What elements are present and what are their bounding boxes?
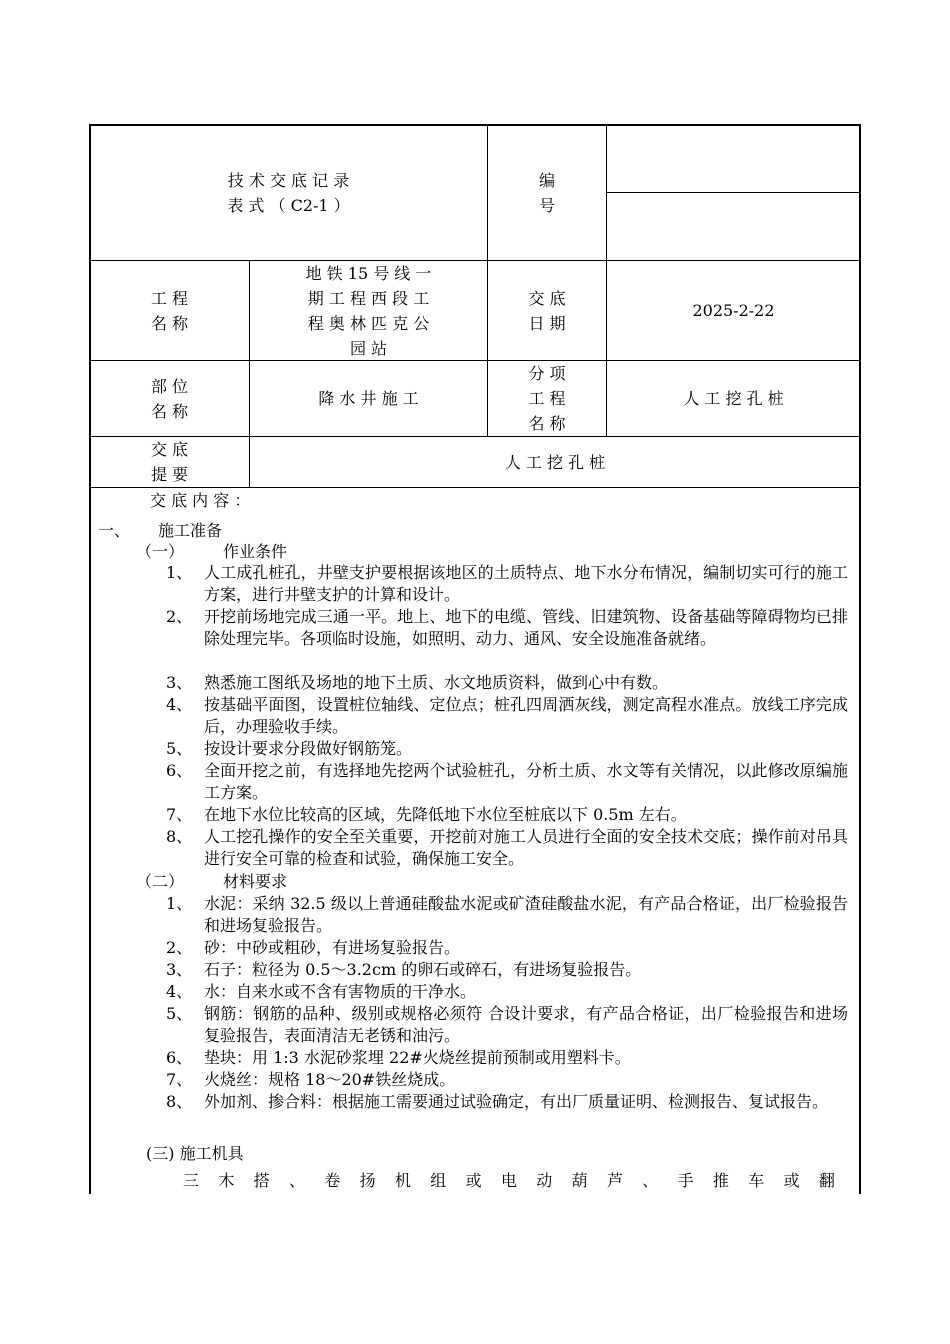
list-item: 7、 火烧丝：规格 18～20#铁丝烧成。 bbox=[166, 1070, 456, 1089]
sub-project-label: 分 项 工 程 名 称 bbox=[528, 364, 566, 433]
sub-3-char: 车 bbox=[748, 1171, 765, 1190]
sub-3-char: 芦 bbox=[606, 1171, 623, 1190]
summary-value: 人 工 挖 孔 桩 bbox=[504, 452, 606, 472]
sub-3-title: (三) 施工机具 bbox=[146, 1144, 244, 1163]
header-title-block bbox=[90, 125, 487, 260]
sub-3-char: 卷 bbox=[324, 1171, 341, 1190]
sub-1-title: 作业条件 bbox=[223, 542, 288, 561]
list-item: 7、 在地下水位比较高的区域，先降低地下水位至桩底以下 0.5m 左右。 bbox=[166, 805, 687, 824]
sub-3-text bbox=[183, 1170, 835, 1192]
form-number: 表 式 （ C2-1 ） bbox=[227, 195, 350, 215]
section-1-number: 一、 bbox=[98, 521, 131, 540]
list-item: 8、 外加剂、掺合料：根据施工需要通过试验确定，有出厂质量证明、检测报告、复试报告。 bbox=[166, 1092, 829, 1111]
content-heading: 交 底 内 容 ： bbox=[150, 491, 251, 510]
sub-3-char: 翻 bbox=[818, 1171, 835, 1190]
list-item: 2、 开挖前场地完成三通一平。地上、地下的电缆、管线、旧建筑物、设备基础等障碍物均已排除处理完毕。各项临时设施，如照明、动力、通风、安全设施准备就绪。 bbox=[166, 607, 848, 648]
part-name-label: 部 位 名 称 bbox=[150, 376, 189, 421]
row-divider bbox=[90, 487, 860, 488]
sub-3-char: 、 bbox=[642, 1171, 659, 1190]
list-item: 1、 人工成孔桩孔，井壁支护要根据该地区的土质特点、地下水分布情况，编制切实可行的施工方案，进行井壁支护的计算和设计。 bbox=[166, 563, 848, 604]
list-item: 3、 石子：粒径为 0.5～3.2cm 的卵石或碎石，有进场复验报告。 bbox=[166, 960, 642, 979]
sub-3-char: 或 bbox=[783, 1171, 800, 1190]
sub-3-char: 动 bbox=[536, 1171, 553, 1190]
sub-3-char: 葫 bbox=[571, 1171, 588, 1190]
summary-label: 交 底 提 要 bbox=[150, 440, 189, 484]
sub-3-char: 扬 bbox=[359, 1171, 376, 1190]
sub-3-char: 三 bbox=[183, 1171, 200, 1190]
list-item: 6、 全面开挖之前，有选择地先挖两个试验桩孔，分析土质、水文等有关情况，以此修改原编施工方案。 bbox=[166, 761, 848, 802]
date-value: 2025-2-22 bbox=[692, 301, 775, 320]
list-item: 3、 熟悉施工图纸及场地的地下土质、水文地质资料，做到心中有数。 bbox=[166, 673, 669, 692]
record-title: 技 术 交 底 记 录 bbox=[227, 170, 350, 190]
project-name-value: 地 铁 15 号 线 一 期 工 程 西 段 工 程 奥 林 匹 克 公 园 站 bbox=[305, 263, 432, 358]
code-value-2 bbox=[607, 193, 860, 260]
list-item: 4、 水：自来水或不含有害物质的干净水。 bbox=[166, 982, 477, 1001]
sub-2-number: （二） bbox=[136, 872, 185, 891]
sub-1-number: （一） bbox=[136, 542, 185, 561]
sub-3-char: 组 bbox=[430, 1171, 447, 1190]
sub-3-char: 手 bbox=[677, 1171, 694, 1190]
sub-3-char: 推 bbox=[712, 1171, 729, 1190]
sub-3-char: 木 bbox=[218, 1171, 235, 1190]
list-item: 1、 水泥：采纳 32.5 级以上普通硅酸盐水泥或矿渣硅酸盐水泥，有产品合格证，出厂检验报告和进场复验报告。 bbox=[166, 894, 848, 935]
section-1-title: 施工准备 bbox=[158, 521, 223, 540]
sub-project-value: 人 工 挖 孔 桩 bbox=[683, 389, 784, 408]
code-label: 编 号 bbox=[538, 170, 555, 215]
code-value-1 bbox=[607, 125, 860, 192]
list-item: 6、 垫块：用 1:3 水泥砂浆埋 22#火烧丝提前预制或用塑料卡。 bbox=[166, 1048, 631, 1067]
sub-3-char: 搭 bbox=[253, 1171, 270, 1190]
list-item: 8、 人工挖孔操作的安全至关重要，开挖前对施工人员进行全面的安全技术交底；操作前对吊具进行安全可靠的检查和试验，确保施工安全。 bbox=[166, 827, 848, 868]
date-label: 交 底 日 期 bbox=[528, 288, 566, 333]
project-name-label: 工 程 名 称 bbox=[150, 288, 189, 333]
sub-3-char: 机 bbox=[394, 1171, 411, 1190]
part-name-value: 降 水 井 施 工 bbox=[318, 389, 419, 408]
sub-3-char: 或 bbox=[465, 1171, 482, 1190]
sub-3-char: 电 bbox=[500, 1171, 517, 1190]
sub-3-char: 、 bbox=[288, 1171, 305, 1190]
list-item: 5、 钢筋：钢筋的品种、级别或规格必须符 合设计要求，有产品合格证，出厂检验报告和进场复验报告，表面清洁无老锈和油污。 bbox=[166, 1004, 848, 1045]
list-item: 5、 按设计要求分段做好钢筋笼。 bbox=[166, 739, 413, 758]
list-item: 4、 按基础平面图，设置桩位轴线、定位点；桩孔四周洒灰线，测定高程水准点。放线工序完成后，办理验收手续。 bbox=[166, 695, 848, 736]
list-item: 2、 砂：中砂或粗砂，有进场复验报告。 bbox=[166, 938, 461, 957]
sub-2-title: 材料要求 bbox=[223, 872, 288, 891]
